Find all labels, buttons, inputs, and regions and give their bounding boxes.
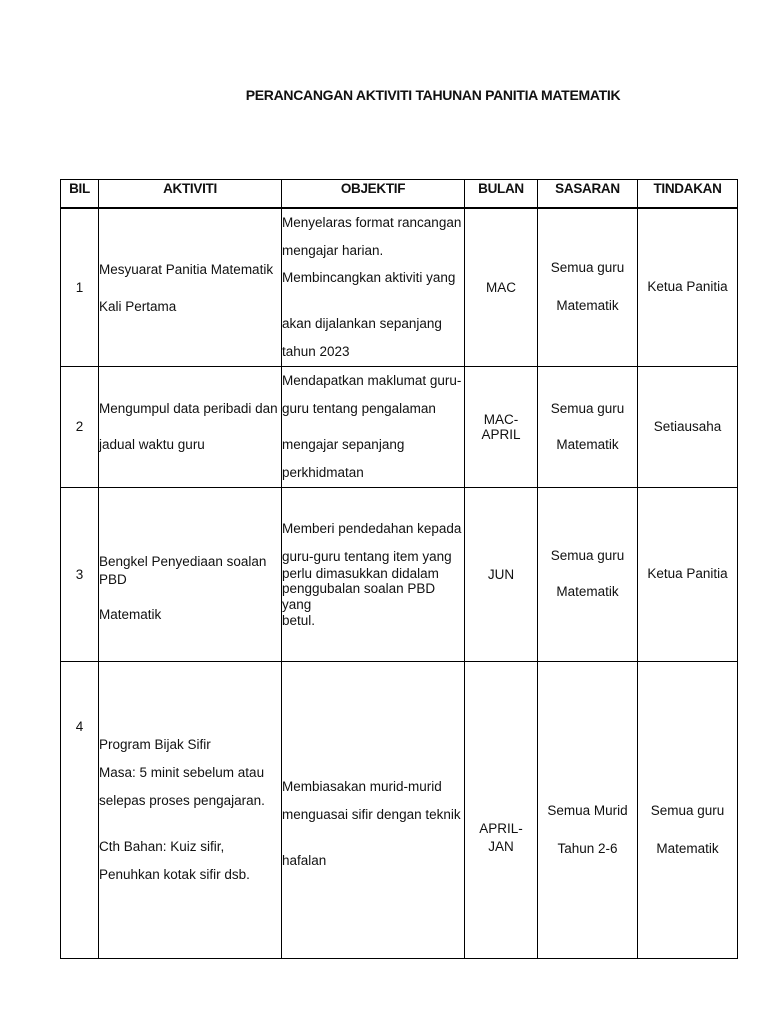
target-line: Semua guru bbox=[550, 400, 625, 416]
row-number-value: 4 bbox=[75, 718, 84, 734]
activity-line: Mesyuarat Panitia Matematik bbox=[99, 261, 274, 277]
objective-cell bbox=[282, 661, 465, 958]
activity-cell bbox=[99, 487, 282, 661]
activity-cell bbox=[99, 366, 282, 487]
target-cell bbox=[538, 366, 638, 487]
activity-line: Program Bijak Sifir bbox=[99, 736, 211, 752]
activity-line: Matematik bbox=[99, 606, 162, 622]
target-line: Semua guru bbox=[550, 548, 625, 563]
objective-line: mengajar harian. bbox=[282, 242, 384, 258]
row-number bbox=[61, 661, 99, 958]
target-cell bbox=[538, 661, 638, 958]
target-line: Tahun 2-6 bbox=[557, 841, 618, 856]
target-line: Semua Murid bbox=[547, 803, 628, 818]
action-cell bbox=[638, 208, 738, 366]
objective-line: mengajar sepanjang bbox=[282, 436, 405, 452]
header-objektif: OBJEKTIF bbox=[282, 180, 465, 209]
month-cell: JUN bbox=[465, 487, 538, 661]
activity-line: Cth Bahan: Kuiz sifir, bbox=[99, 838, 225, 854]
row-number: 2 bbox=[61, 366, 99, 487]
row-number: 3 bbox=[61, 487, 99, 661]
month-cell: MAC- APRIL bbox=[465, 366, 538, 487]
table-row bbox=[61, 208, 738, 366]
activity-line: Masa: 5 minit sebelum atau bbox=[99, 764, 265, 780]
action-line: Setiausaha bbox=[653, 418, 722, 434]
objective-line: akan dijalankan sepanjang bbox=[282, 315, 442, 331]
objective-cell bbox=[282, 208, 465, 366]
objective-line: menguasai sifir dengan teknik bbox=[282, 806, 461, 822]
objective-cell bbox=[282, 366, 465, 487]
objective-line: Membiasakan murid-murid bbox=[282, 778, 442, 794]
header-bulan: BULAN bbox=[465, 180, 538, 209]
objective-line: guru-guru tentang item yang bbox=[282, 548, 452, 564]
objective-line: Memberi pendedahan kepada bbox=[282, 520, 462, 536]
objective-line: penggubalan soalan PBD yang bbox=[282, 580, 436, 612]
activity-line: Penuhkan kotak sifir dsb. bbox=[99, 866, 250, 882]
target-line: Matematik bbox=[556, 436, 619, 452]
objective-line: Membincangkan aktiviti yang bbox=[282, 269, 456, 285]
table-row bbox=[61, 487, 738, 661]
table-header-row bbox=[61, 180, 738, 209]
action-cell bbox=[638, 487, 738, 661]
action-line: Semua guru bbox=[650, 803, 725, 818]
objective-cell bbox=[282, 487, 465, 661]
target-line: Matematik bbox=[556, 298, 619, 314]
month-value: APRIL- JAN bbox=[479, 820, 523, 854]
objective-line: perlu dimasukkan didalam bbox=[282, 565, 439, 581]
action-cell bbox=[638, 661, 738, 958]
target-cell bbox=[538, 208, 638, 366]
activity-line: jadual waktu guru bbox=[99, 436, 205, 452]
page-title: PERANCANGAN AKTIVITI TAHUNAN PANITIA MATEMATIK bbox=[245, 87, 621, 103]
activity-table bbox=[60, 179, 738, 959]
row-number: 1 bbox=[61, 208, 99, 366]
activity-line: Kali Pertama bbox=[99, 298, 177, 314]
target-line: Semua guru bbox=[550, 260, 625, 276]
objective-line: hafalan bbox=[282, 852, 327, 868]
activity-line: Bengkel Penyediaan soalan bbox=[99, 553, 267, 569]
action-line: Matematik bbox=[656, 841, 719, 856]
header-bil: BIL bbox=[61, 180, 99, 209]
action-cell bbox=[638, 366, 738, 487]
month-cell bbox=[465, 661, 538, 958]
target-cell bbox=[538, 487, 638, 661]
activity-line: PBD bbox=[99, 571, 127, 587]
objective-line: betul. bbox=[282, 612, 316, 628]
objective-line: guru tentang pengalaman bbox=[282, 400, 436, 416]
header-tindakan: TINDAKAN bbox=[638, 180, 738, 209]
activity-cell bbox=[99, 208, 282, 366]
header-aktiviti: AKTIVITI bbox=[99, 180, 282, 209]
objective-line: perkhidmatan bbox=[282, 464, 364, 480]
header-sasaran: SASARAN bbox=[538, 180, 638, 209]
target-line: Matematik bbox=[556, 584, 619, 599]
objective-line: Menyelaras format rancangan bbox=[282, 214, 462, 230]
objective-line: tahun 2023 bbox=[282, 343, 350, 359]
month-cell: MAC bbox=[465, 208, 538, 366]
objective-line: Mendapatkan maklumat guru- bbox=[282, 372, 462, 388]
activity-line: selepas proses pengajaran. bbox=[99, 792, 265, 808]
activity-cell bbox=[99, 661, 282, 958]
action-line: Ketua Panitia bbox=[647, 566, 728, 581]
activity-line: Mengumpul data peribadi dan bbox=[99, 400, 278, 416]
table-row bbox=[61, 366, 738, 487]
action-line: Ketua Panitia bbox=[647, 279, 728, 295]
table-row bbox=[61, 661, 738, 958]
